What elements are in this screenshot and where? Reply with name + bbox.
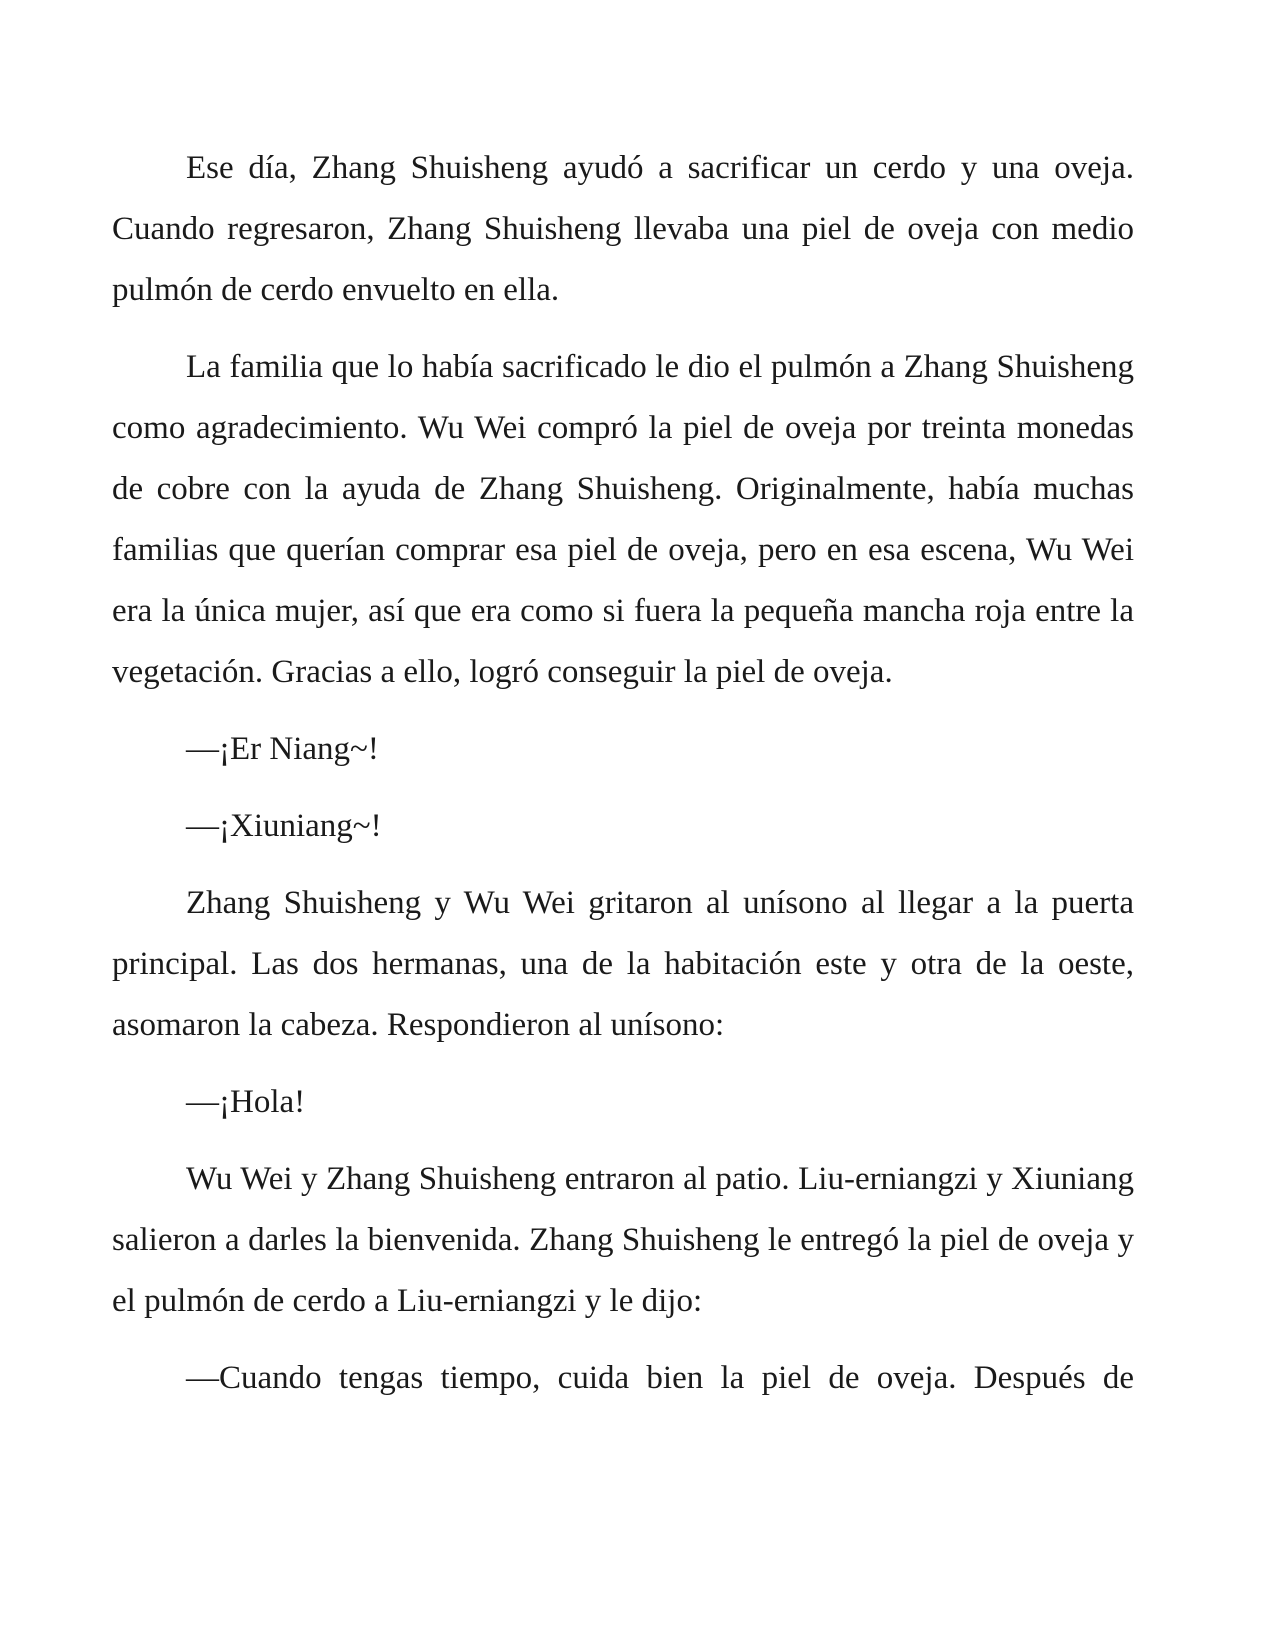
dialogue-line-er-niang: —¡Er Niang~!: [186, 731, 379, 767]
paragraph-4: Wu Wei y Zhang Shuisheng entraron al patio. Liu-erniangzi y Xiuniang salieron a darles la bienvenida. Zhang Shuisheng le entregó la piel de oveja y el pulmón de cerdo a Liu-erniangzi y le dijo:: [112, 1161, 1134, 1319]
paragraph-1: Ese día, Zhang Shuisheng ayudó a sacrificar un cerdo y una oveja. Cuando regresaron, Zhang Shuisheng llevaba una piel de oveja con medio pulmón de cerdo envuelto en ella.: [112, 150, 1134, 308]
dialogue-line-hola: —¡Hola!: [186, 1084, 306, 1120]
paragraph-2: La familia que lo había sacrificado le dio el pulmón a Zhang Shuisheng como agradecimiento. Wu Wei compró la piel de oveja por treinta monedas de cobre con la ayuda de Zhang Shuisheng. Originalmente, había muchas familias que querían comprar esa piel de oveja, pero en esa escena, Wu Wei era la única mujer, así que era como si fuera la pequeña mancha roja entre la vegetación. Gracias a ello, logró conseguir la piel de oveja.: [112, 349, 1134, 690]
paragraph-3: Zhang Shuisheng y Wu Wei gritaron al unísono al llegar a la puerta principal. Las dos hermanas, una de la habitación este y otra de la oeste, asomaron la cabeza. Respondieron al unísono:: [112, 885, 1134, 1043]
document-page: [112, 138, 1134, 1425]
dialogue-line-xiuniang: —¡Xiuniang~!: [186, 808, 382, 844]
paragraph-5: —Cuando tengas tiempo, cuida bien la piel de oveja. Después de: [186, 1360, 1134, 1396]
